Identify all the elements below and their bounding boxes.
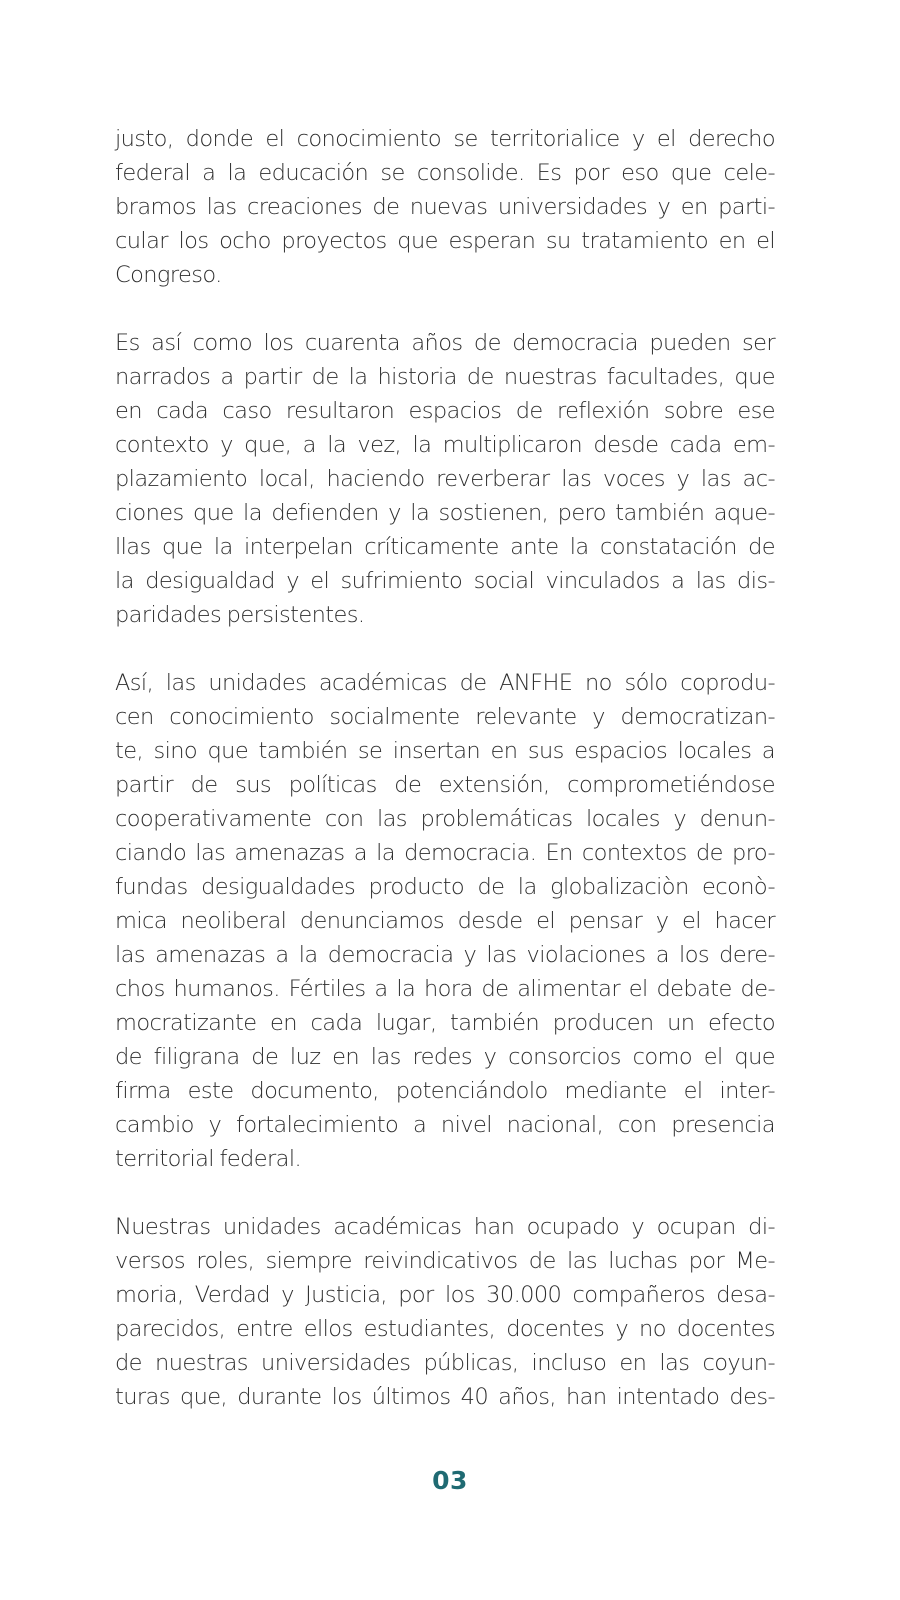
- paragraph-2: [115, 326, 775, 632]
- body-text: [115, 122, 775, 1448]
- text-line: fundas desigualdades producto de la globalizaciòn econò-: [115, 874, 775, 900]
- text-line: Es así como los cuarenta años de democracia pueden ser: [115, 330, 775, 356]
- text-line: versos roles, siempre reivindicativos de las luchas por Me-: [115, 1248, 775, 1274]
- text-line: mica neoliberal denunciamos desde el pensar y el hacer: [115, 908, 775, 934]
- text-line: plazamiento local, haciendo reverberar las voces y las ac-: [115, 466, 775, 492]
- text-line: en cada caso resultaron espacios de reflexión sobre ese: [115, 398, 775, 424]
- text-line: justo, donde el conocimiento se territorialice y el derecho: [115, 126, 775, 152]
- page-number: 03: [432, 1466, 468, 1495]
- text-line: cooperativamente con las problemáticas locales y denun-: [115, 806, 775, 832]
- text-line: la desigualdad y el sufrimiento social vinculados a las dis-: [115, 568, 775, 594]
- text-line: turas que, durante los últimos 40 años, han intentado des-: [115, 1384, 775, 1410]
- text-line: las amenazas a la democracia y las violaciones a los dere-: [115, 942, 775, 968]
- text-line: territorial federal.: [115, 1146, 302, 1172]
- text-line: federal a la educación se consolide. Es por eso que cele-: [115, 160, 775, 186]
- text-line: partir de sus políticas de extensión, comprometiéndose: [115, 772, 775, 798]
- text-line: mocratizante en cada lugar, también producen un efecto: [115, 1010, 775, 1036]
- text-line: bramos las creaciones de nuevas universidades y en parti-: [115, 194, 775, 220]
- paragraph-4: [115, 1210, 775, 1414]
- text-line: narrados a partir de la historia de nuestras facultades, que: [115, 364, 775, 390]
- text-line: paridades persistentes.: [115, 602, 365, 628]
- text-line: Así, las unidades académicas de ANFHE no sólo coprodu-: [115, 670, 775, 696]
- text-line: contexto y que, a la vez, la multiplicaron desde cada em-: [115, 432, 775, 458]
- text-line: parecidos, entre ellos estudiantes, docentes y no docentes: [115, 1316, 775, 1342]
- text-line: cambio y fortalecimiento a nivel nacional, con presencia: [115, 1112, 775, 1138]
- paragraph-1: [115, 122, 775, 292]
- paragraph-3: [115, 666, 775, 1176]
- text-line: cen conocimiento socialmente relevante y democratizan-: [115, 704, 775, 730]
- text-line: Congreso.: [115, 262, 222, 288]
- text-line: firma este documento, potenciándolo mediante el inter-: [115, 1078, 775, 1104]
- text-line: llas que la interpelan críticamente ante la constatación de: [115, 534, 775, 560]
- text-line: Nuestras unidades académicas han ocupado y ocupan di-: [115, 1214, 775, 1240]
- text-line: ciones que la defienden y la sostienen, pero también aque-: [115, 500, 775, 526]
- text-line: moria, Verdad y Justicia, por los 30.000 compañeros desa-: [115, 1282, 775, 1308]
- text-line: de nuestras universidades públicas, incluso en las coyun-: [115, 1350, 775, 1376]
- text-line: de filigrana de luz en las redes y consorcios como el que: [115, 1044, 775, 1070]
- text-line: te, sino que también se insertan en sus espacios locales a: [115, 738, 775, 764]
- text-line: cular los ocho proyectos que esperan su tratamiento en el: [115, 228, 775, 254]
- text-line: ciando las amenazas a la democracia. En contextos de pro-: [115, 840, 775, 866]
- text-line: chos humanos. Fértiles a la hora de alimentar el debate de-: [115, 976, 775, 1002]
